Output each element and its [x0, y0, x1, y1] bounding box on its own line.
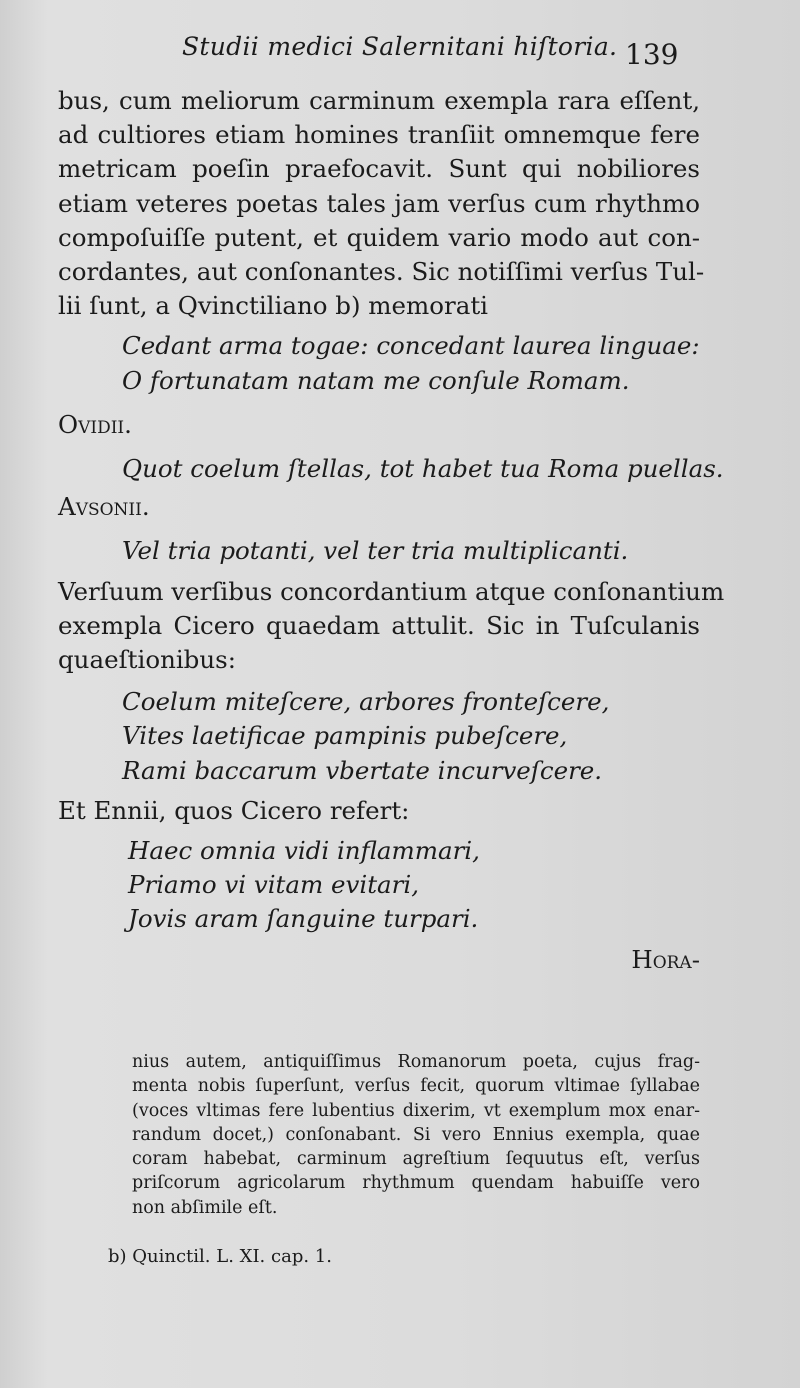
- text-line: ad cultiores etiam homines tranſiit omnemque fere: [58, 120, 700, 150]
- page-header: [0, 30, 800, 80]
- page-number: 139: [625, 38, 679, 71]
- catchword: Hora-: [631, 944, 700, 974]
- text-line: Verſuum verſibus concordantium atque conſonantium: [58, 576, 725, 606]
- main-text: [58, 84, 725, 977]
- verse-line: O fortunatam natam me conſule Romam.: [122, 365, 630, 395]
- text-line: exempla Cicero quaedam attulit. Sic in Tuſculanis: [58, 610, 700, 640]
- verse-line: Haec omnia vidi inflammari,: [128, 836, 480, 866]
- verse-ausonii: Vel tria potanti, vel ter tria multiplicanti.: [122, 536, 629, 566]
- author-name-ovidii: Ovidii.: [58, 409, 132, 439]
- footnote-reference: b) Quinctil. L. XI. cap. 1.: [108, 1246, 332, 1267]
- footnote-line: menta nobis ſuperſunt, verſus fecit, quorum vltimae ſyllabae: [132, 1076, 700, 1097]
- paragraph-1: [58, 84, 705, 323]
- text-line: lii ſunt, a Qvinctiliano b) memorati: [58, 291, 489, 321]
- running-title: Studii medici Salernitani hiſtoria.: [182, 32, 618, 61]
- text-line: cordantes, aut conſonantes. Sic notiſſimi verſus Tul-: [58, 257, 705, 287]
- text-line: bus, cum meliorum carminum exempla rara eſſent,: [58, 86, 700, 115]
- footnote-line: priſcorum agricolarum rhythmum quendam habuiſſe vero: [132, 1173, 700, 1194]
- verse-ennii: [58, 834, 700, 937]
- footnote-line: randum docet,) conſonabant. Si vero Ennius exempla, quae: [132, 1124, 700, 1145]
- text-line: quaeſtionibus:: [58, 645, 236, 675]
- footnote-line: non abſimile eſt.: [132, 1197, 278, 1218]
- verse-line: Rami baccarum vbertate incurveſcere.: [122, 755, 603, 785]
- verse-ovidii: Quot coelum ſtellas, tot habet tua Roma puellas.: [122, 454, 724, 484]
- author-name-ausonii: Avsonii.: [58, 492, 150, 522]
- verse-tusculanae: [58, 685, 700, 788]
- footnote-text: [132, 1050, 700, 1220]
- text-line: metricam poeſin praefocavit. Sunt qui nobiliores: [58, 154, 700, 184]
- verse-line: Coelum miteſcere, arbores fronteſcere,: [122, 687, 610, 717]
- footnote-line: coram habebat, carminum agreſtium ſequutus eſt, verſus: [132, 1149, 700, 1170]
- paragraph-2: [58, 575, 725, 678]
- text-line: compoſuiſſe putent, et quidem vario modo aut con-: [58, 222, 700, 252]
- verse-tullii: [58, 329, 700, 397]
- footnote-line: nius autem, antiquiſſimus Romanorum poeta, cujus frag-: [132, 1052, 700, 1072]
- text-line: etiam veteres poetas tales jam verſus cum rhythmo: [58, 188, 700, 218]
- paragraph-3: Et Ennii, quos Cicero refert:: [58, 795, 410, 825]
- verse-line: Cedant arma togae: concedant laurea linguae:: [122, 331, 700, 361]
- verse-line: Priamo vi vitam evitari,: [128, 870, 419, 900]
- verse-line: Vites laetificae pampinis pubeſcere,: [122, 721, 568, 751]
- footnote-line: (voces vltimas fere lubentius dixerim, vt exemplum mox enar-: [132, 1100, 700, 1121]
- verse-line: Jovis aram ſanguine turpari.: [128, 904, 479, 934]
